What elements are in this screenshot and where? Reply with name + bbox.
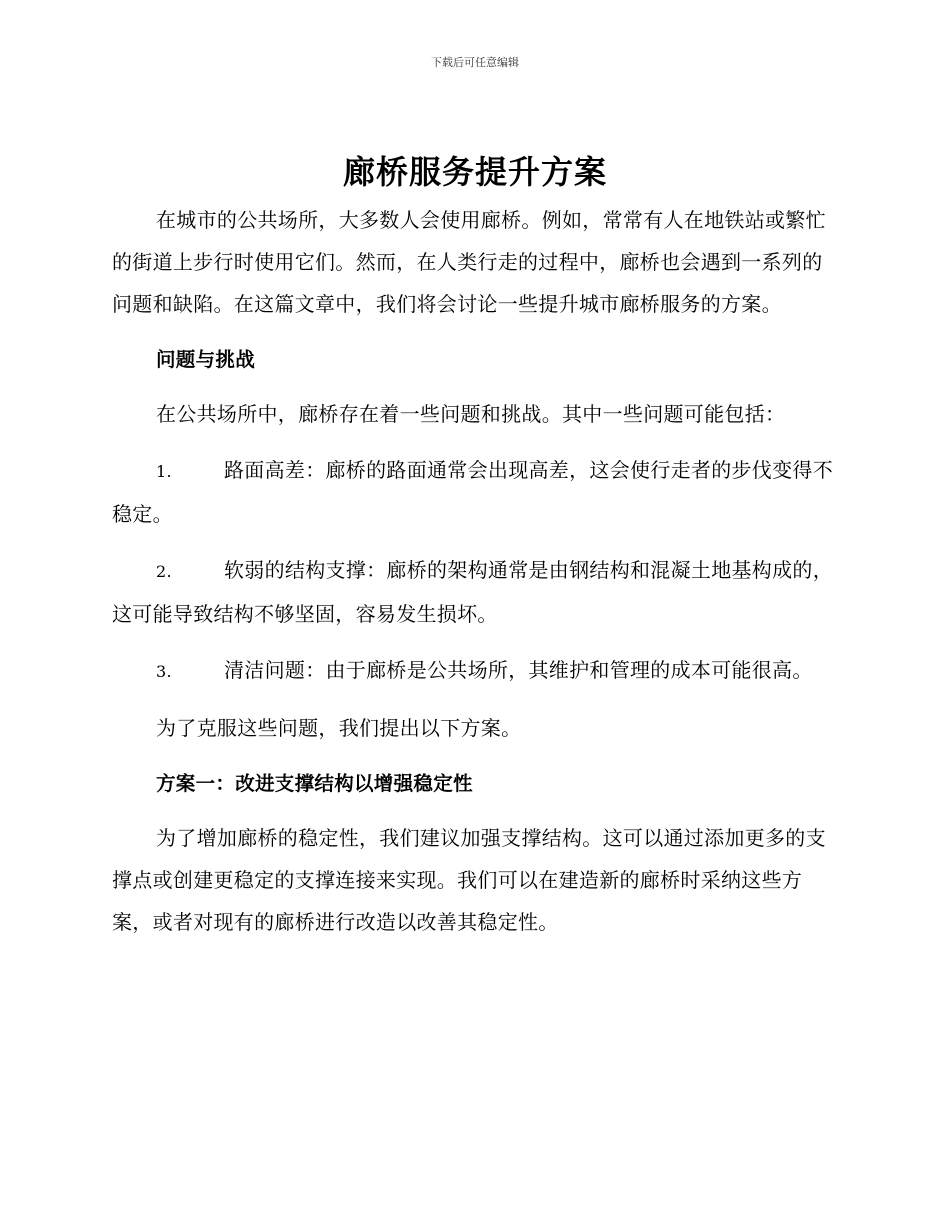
plan-one-paragraph: 为了增加廊桥的稳定性，我们建议加强支撑结构。这可以通过添加更多的支撑点或创建更稳定的支撑连接来实现。我们可以在建造新的廊桥时采纳这些方案，或者对现有的廊桥进行改造以改善其稳定性。 [112, 826, 826, 934]
list-item-text: 软弱的结构支撑：廊桥的架构通常是由钢结构和混凝土地基构成的，这可能导致结构不够坚固，容易发生损坏。 [112, 558, 833, 626]
list-item-number: 1. [156, 462, 172, 481]
list-item-text: 清洁问题：由于廊桥是公共场所，其维护和管理的成本可能很高。 [224, 658, 813, 682]
intro-paragraph: 在城市的公共场所，大多数人会使用廊桥。例如，常常有人在地铁站或繁忙的街道上步行时使用它们。然而，在人类行走的过程中，廊桥也会遇到一系列的问题和缺陷。在这篇文章中，我们将会讨论一些提升城市廊桥服务的方案。 [112, 208, 826, 316]
document-title: 廊桥服务提升方案 [342, 153, 607, 191]
list-item-number: 2. [156, 562, 172, 581]
list-item [112, 649, 834, 693]
list-item [112, 449, 834, 535]
page-header-note: 下载后可任意编辑 [431, 56, 519, 69]
problems-lead-paragraph: 在公共场所中，廊桥存在着一些问题和挑战。其中一些问题可能包括： [156, 402, 786, 426]
list-item-text: 路面高差：廊桥的路面通常会出现高差，这会使行走者的步伐变得不稳定。 [112, 458, 833, 526]
list-item [112, 549, 834, 635]
problems-closing-paragraph: 为了克服这些问题，我们提出以下方案。 [156, 716, 522, 740]
document-body [112, 199, 834, 943]
section-heading-plan-one: 方案一：改进支撑结构以增强稳定性 [156, 772, 473, 795]
section-heading-problems: 问题与挑战 [156, 348, 256, 371]
list-item-number: 3. [156, 662, 172, 681]
